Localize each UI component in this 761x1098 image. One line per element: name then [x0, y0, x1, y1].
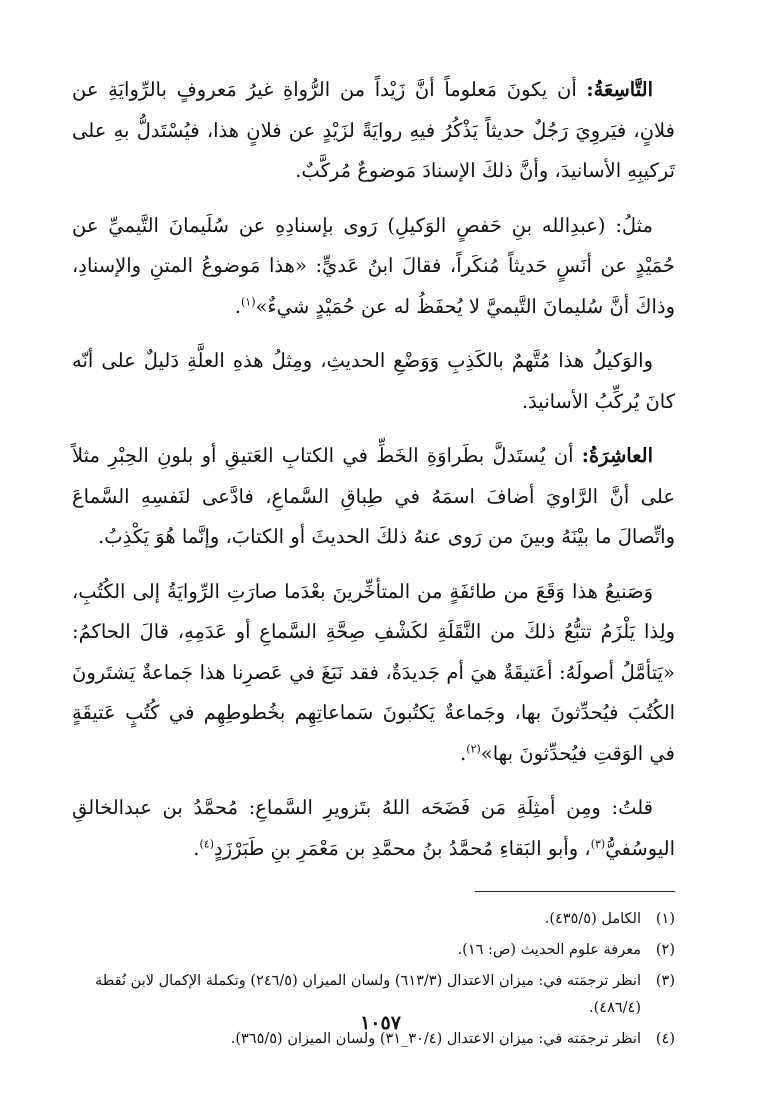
paragraph-text: والوَكيلُ هذا مُتَّهمٌ بالكَذِبِ وَوَضْعِ الحديثِ، ومِثلُ هذهِ العلَّةِ دَليلٌ على أنّه كانَ يُركِّبُ الأسانيدَ.	[72, 349, 675, 413]
paragraph-text: قلتُ: ومِن أمثِلَةِ مَن فَضَحَه اللهُ بتَزويرِ السَّماعِ: مُحمَّدُ بن عبدالخالقِ اليوسُفيُّ	[72, 796, 675, 860]
footnote-number: (٣)	[655, 973, 675, 989]
footnote-ref[interactable]: (٢)	[466, 742, 481, 755]
footnote-item	[72, 937, 675, 964]
section-term: التَّاسِعَةُ:	[586, 78, 653, 101]
punctuation: .	[234, 294, 241, 318]
footnote-number: (١)	[655, 911, 675, 927]
paragraph-qult	[72, 788, 675, 869]
paragraph-text: وَصَنيعُ هذا وَقَعَ من طائفَةٍ من المتأخِّرينَ بعْدَما صارَتِ الرِّوايَةُ إلى الكُتُبِ، ولِذا يَلْزَمُ تتبُّعُ ذلكَ من النَّقَلَةِ لكَشْفِ صِحَّةِ السَّماعِ أو عَدَمِهِ، قالَ الحاكمُ: «يَتأمَّلُ أصولَهُ: أعَتيقَةٌ هيَ أم جَديدَةٌ، فقد نَبَغَ في عَصرِنا هذا جَماعةٌ يَشتَرونَ الكُتُبَ فيُحدِّثونَ بها، وجَماعةٌ يَكتُبونَ سَماعاتِهِم بخُطوطِهِم في كُتُبٍ عَتيقَةٍ في الوَقتِ فيُحدِّثونَ بها»	[72, 579, 675, 765]
footnote-divider	[475, 891, 675, 892]
footnote-text: انظر ترجمَته في: ميزان الاعتدال (٦١٣/٣) ولسان الميزان (٢٤٦/٥) وتكملة الإكمال لابن نُقطة (٤٨٦/٤).	[95, 973, 641, 1016]
footnote-ref[interactable]: (٤)	[199, 837, 215, 850]
paragraph-example	[72, 206, 675, 328]
paragraph-text: أن يكونَ مَعلوماً أنَّ زَيْداً من الرُّواةِ غيرُ مَعروفٍ بالرِّوايَةِ عن فلانٍ، فيَروِيَ رَجُلٌ حديثاً يَذْكُرُ فيهِ روايَةً لزَيْدٍ عن فلانٍ هذا، فيُسْتَدلُّ بهِ على تَركيبِهِ الأسانيدَ، وأنَّ ذلكَ الإسنادَ مَوضوعٌ مُركَّبٌ.	[72, 78, 675, 182]
punctuation: .	[460, 741, 467, 765]
paragraph-tenth	[72, 436, 675, 558]
paragraph-text: أن يُستَدلَّ بطَراوَةِ الخَطِّ في الكتابِ العَتيقِ أو بلونِ الحِبْرِ مثلاً على أنَّ الرَّاويَ أضافَ اسمَهُ في طِباقِ السَّماعِ، فادَّعى لنَفسِهِ السَّماعَ واتِّصالَ ما بيْنَهُ وبينَ من رَوى عنهُ ذلكَ الحديثَ أو الكتابَ، وإنَّما هُوَ يَكْذِبُ.	[72, 444, 675, 548]
punctuation: .	[193, 836, 200, 860]
footnote-text: انظر ترجمَته في: ميزان الاعتدال (٣٠/٤_٣١) ولسان الميزان (٣٦٥/٥).	[230, 1031, 641, 1047]
paragraph-comment	[72, 341, 675, 422]
page-number: ١٠٥٧	[360, 1012, 401, 1034]
paragraph-text: ، وأبو البَقاءِ مُحمَّدُ بنُ محمَّدِ بن مَعْمَرِ بنِ طَبَرْزَدٍ	[214, 836, 591, 860]
footnote-ref[interactable]: (١)	[240, 295, 256, 308]
paragraph-ninth	[72, 70, 675, 192]
paragraph-text: مثلُ: (عبدِالله بنِ حَفصٍ الوَكيلِ) رَوى بإسنادِهِ عن سُلَيمانَ التَّيميِّ عن حُمَيْدٍ عن أنَسٍ حَديثاً مُنكَراً، فقالَ ابنُ عَديٍّ: «هذا مَوضوعُ المتنِ والإسنادِ، وذاكَ أنَّ سُليمانَ التَّيميَّ لا يُحفَظُ له عن حُمَيْدٍ شيءٌ»	[72, 213, 675, 318]
footnote-ref[interactable]: (٣)	[590, 837, 606, 850]
footnote-number: (٤)	[655, 1031, 675, 1047]
footnote-item	[72, 906, 675, 933]
section-term: العاشِرَةُ:	[581, 444, 653, 467]
footnote-text: الكامل (٤٣٥/٥).	[544, 911, 641, 927]
paragraph-hakim	[72, 572, 675, 775]
footnote-text: معرفة علوم الحديث (ص: ١٦).	[457, 942, 641, 958]
footnote-number: (٢)	[655, 942, 675, 958]
